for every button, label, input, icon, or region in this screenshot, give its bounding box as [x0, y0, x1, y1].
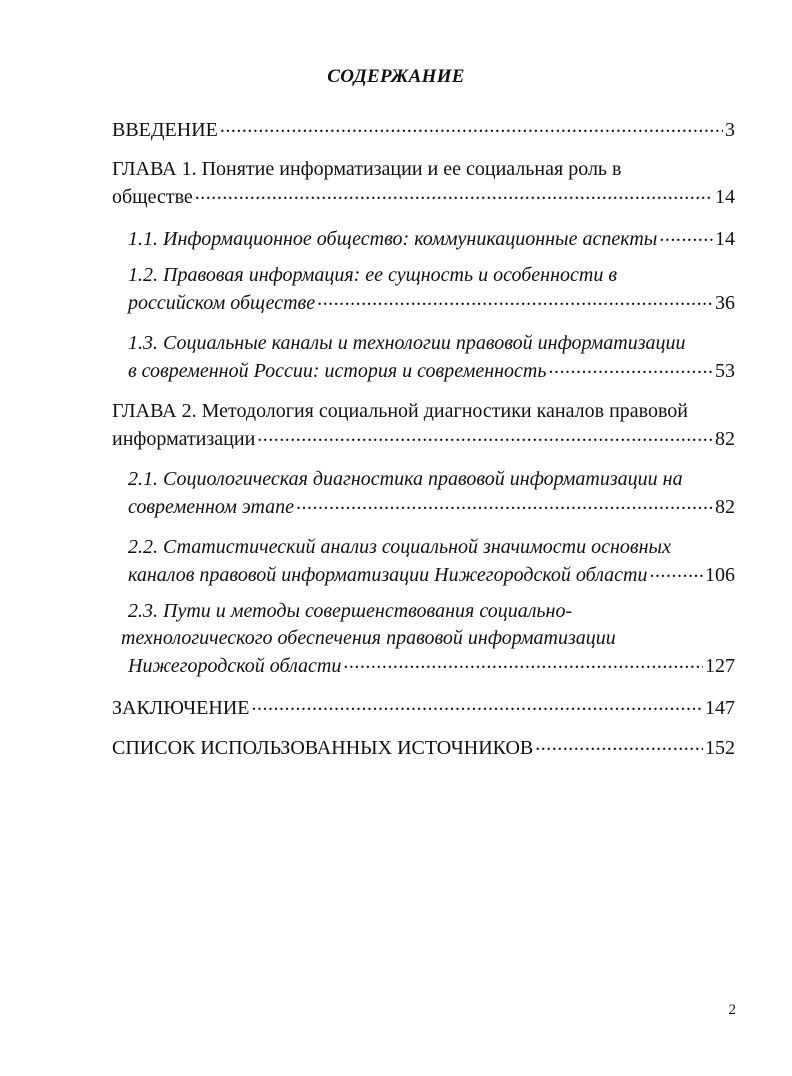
toc-page-number: 36: [715, 292, 735, 314]
toc-entry-text: современном этапе: [128, 496, 295, 518]
dot-leader: [659, 225, 713, 245]
toc-entry-text: 2.2. Статистический анализ социальной значимости основных: [128, 536, 671, 558]
toc-entry-text: Нижегородской области: [128, 655, 342, 677]
toc-page-number: 152: [705, 737, 735, 759]
toc-entry-chapter-1[interactable]: [112, 156, 735, 211]
toc-entry-section-1-1[interactable]: [128, 225, 735, 253]
toc-entry-section-1-3[interactable]: [128, 330, 735, 385]
toc-page-number: 3: [725, 119, 735, 141]
toc-page-number: 106: [705, 564, 735, 586]
toc-entry-text: СПИСОК ИСПОЛЬЗОВАННЫХ ИСТОЧНИКОВ: [112, 737, 534, 759]
toc-entry-conclusion[interactable]: [112, 694, 735, 722]
dot-leader: [220, 116, 723, 136]
toc-entry-text: ГЛАВА 2. Методология социальной диагностики каналов правовой: [112, 400, 688, 422]
toc-entry-section-1-2[interactable]: [128, 262, 735, 317]
toc-entry-section-2-3[interactable]: [121, 598, 735, 680]
toc-entry-text: 2.3. Пути и методы совершенствования социально-: [128, 600, 573, 622]
dot-leader: [317, 289, 713, 309]
toc-entry-chapter-2[interactable]: [112, 398, 735, 453]
toc-entry-text: 1.2. Правовая информация: ее сущность и особенности в: [128, 264, 617, 286]
toc-entry-text: информатизации: [112, 428, 256, 450]
toc-page-number: 14: [715, 186, 735, 208]
dot-leader: [650, 561, 703, 581]
toc-entry-text: 2.1. Социологическая диагностика правовой информатизации на: [128, 468, 683, 490]
toc-page-number: 147: [705, 697, 735, 719]
toc-title: СОДЕРЖАНИЕ: [327, 66, 465, 87]
toc-entry-text: ЗАКЛЮЧЕНИЕ: [112, 697, 250, 719]
toc-entry-text: технологического обеспечения правовой информатизации: [121, 627, 616, 649]
dot-leader: [296, 493, 713, 513]
toc-entry-text: ВВЕДЕНИЕ: [112, 119, 218, 141]
toc-entry-introduction[interactable]: [112, 116, 735, 144]
toc-entry-text: обществе: [112, 186, 193, 208]
dot-leader: [195, 183, 713, 203]
toc-entry-text: каналов правовой информатизации Нижегородской области: [128, 564, 648, 586]
dot-leader: [535, 734, 703, 754]
toc-page-number: 127: [705, 655, 735, 677]
toc-page-number: 53: [715, 360, 735, 382]
toc-entry-section-2-1[interactable]: [128, 466, 735, 521]
toc-page-number: 82: [715, 496, 735, 518]
toc-entry-text: российском обществе: [128, 292, 316, 314]
dot-leader: [257, 425, 713, 445]
dot-leader: [343, 652, 703, 672]
toc-entry-text: ГЛАВА 1. Понятие информатизации и ее социальная роль в: [112, 158, 622, 180]
toc-entry-section-2-2[interactable]: [128, 534, 735, 589]
toc-entry-text: 1.1. Информационное общество: коммуникационные аспекты: [128, 228, 658, 250]
dot-leader: [251, 694, 703, 714]
toc-entry-text: 1.3. Социальные каналы и технологии правовой информатизации: [128, 332, 686, 354]
toc-entry-text: в современной России: история и современность: [128, 360, 547, 382]
toc-entry-references[interactable]: [112, 734, 735, 762]
dot-leader: [548, 357, 713, 377]
toc-page-number: 14: [715, 228, 735, 250]
toc-page-number: 82: [715, 428, 735, 450]
page-number: 2: [728, 1002, 736, 1018]
